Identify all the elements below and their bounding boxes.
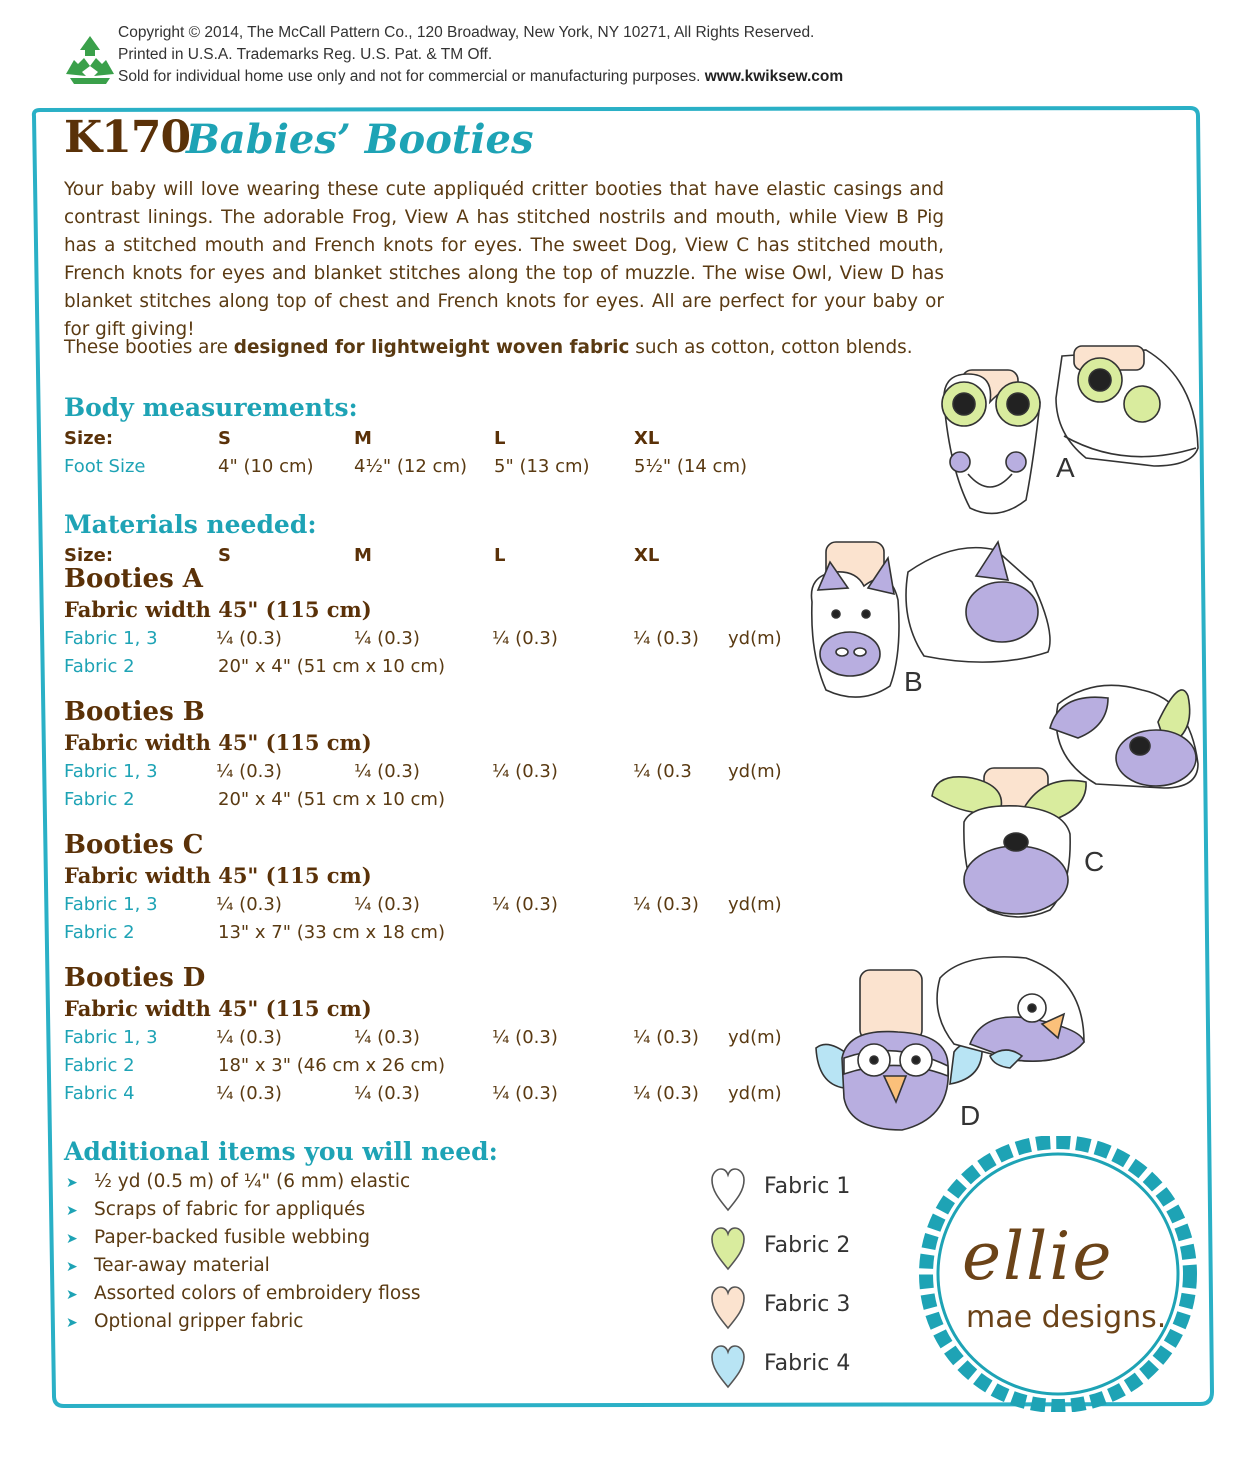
foot-size-s: 4" (10 cm) xyxy=(218,456,314,477)
booties-c-fabric2-label: Fabric 2 xyxy=(64,922,135,943)
size-m: M xyxy=(354,428,372,449)
booties-b-unit: yd(m) xyxy=(728,761,782,782)
heart-fabric-4-icon xyxy=(708,1343,748,1391)
booties-c-fabric13-l: ¼ (0.3) xyxy=(492,894,558,915)
view-b-label: B xyxy=(904,666,923,697)
booties-a-fabric13-l: ¼ (0.3) xyxy=(492,628,558,649)
website-link[interactable]: www.kwiksew.com xyxy=(704,68,844,85)
legend-fabric-1: Fabric 1 xyxy=(764,1174,851,1199)
description: Your baby will love wearing these cute appliquéd critter booties that have elastic casings and contrast linings. The adorable Frog, View A has stitched nostrils and mouth, while View B Pig has a stitched mouth and French knots for eyes. The sweet Dog, View C has stitched mouth, French knots for eyes and blanket stitches along the top of muzzle. The wise Owl, View D has blanket stitches along top of chest and French knots for eyes. All are perfect for your baby or for gift giving! xyxy=(64,179,944,340)
copyright-line-2: Printed in U.S.A. Trademarks Reg. U.S. Pat. & TM Off. xyxy=(118,46,493,63)
booties-b-fabric13-s: ¼ (0.3) xyxy=(216,761,282,782)
materials-size-label: Size: xyxy=(64,545,114,566)
booties-a-fabric13-s: ¼ (0.3) xyxy=(216,628,282,649)
foot-size-label: Foot Size xyxy=(64,456,146,477)
materials-size-l: L xyxy=(494,545,506,566)
logo-mae-designs: mae designs. xyxy=(966,1300,1167,1335)
booties-d-title: Booties D xyxy=(64,963,206,993)
view-a-label: A xyxy=(1056,452,1075,483)
materials-size-s: S xyxy=(218,545,231,566)
booties-b-fabric13-m: ¼ (0.3) xyxy=(354,761,420,782)
foot-size-xl: 5½" (14 cm) xyxy=(634,456,748,477)
bullet-arrow-icon: ➤ xyxy=(66,1175,78,1191)
booties-c-unit: yd(m) xyxy=(728,894,782,915)
pattern-title: Babies’ Booties xyxy=(186,116,534,163)
booties-a-width: Fabric width 45" (115 cm) xyxy=(64,597,372,622)
materials-size-xl: XL xyxy=(634,545,660,566)
logo-ellie: ellie xyxy=(962,1218,1114,1295)
pattern-code: K170 xyxy=(64,112,191,163)
foot-size-l: 5" (13 cm) xyxy=(494,456,590,477)
booties-d-fabric4-xl: ¼ (0.3) xyxy=(633,1083,699,1104)
bullet-arrow-icon: ➤ xyxy=(66,1287,78,1303)
booties-b-title: Booties B xyxy=(64,697,205,727)
booties-d-fabric4-m: ¼ (0.3) xyxy=(354,1083,420,1104)
booties-d-fabric13-s: ¼ (0.3) xyxy=(216,1027,282,1048)
booties-c-fabric13-s: ¼ (0.3) xyxy=(216,894,282,915)
booties-a-unit: yd(m) xyxy=(728,628,782,649)
size-s: S xyxy=(218,428,231,449)
booties-b-fabric13-label: Fabric 1, 3 xyxy=(64,761,158,782)
materials-heading: Materials needed: xyxy=(64,510,317,539)
bullet-arrow-icon: ➤ xyxy=(66,1203,78,1219)
booties-b-width: Fabric width 45" (115 cm) xyxy=(64,730,372,755)
view-c-label: C xyxy=(1084,846,1105,877)
size-label: Size: xyxy=(64,428,114,449)
booties-b-fabric13-l: ¼ (0.3) xyxy=(492,761,558,782)
booties-c-title: Booties C xyxy=(64,830,204,860)
booties-d-width: Fabric width 45" (115 cm) xyxy=(64,996,372,1021)
bullet-arrow-icon: ➤ xyxy=(66,1259,78,1275)
booties-a-title: Booties A xyxy=(64,564,203,594)
booties-a-fabric13-label: Fabric 1, 3 xyxy=(64,628,158,649)
additional-item: ➤ Scraps of fabric for appliqués xyxy=(66,1199,366,1220)
size-xl: XL xyxy=(634,428,660,449)
booties-c-width: Fabric width 45" (115 cm) xyxy=(64,863,372,888)
booties-c-fabric13-m: ¼ (0.3) xyxy=(354,894,420,915)
booties-d-fabric2-value: 18" x 3" (46 cm x 26 cm) xyxy=(218,1055,445,1076)
view-d-label: D xyxy=(960,1100,981,1131)
heart-fabric-2-icon xyxy=(708,1225,748,1273)
booties-b-fabric2-label: Fabric 2 xyxy=(64,789,135,810)
copyright-block xyxy=(118,22,843,88)
recycle-icon xyxy=(62,34,118,86)
fabric-note: These booties are designed for lightweight woven fabric such as cotton, cotton blends. xyxy=(64,337,913,358)
heart-fabric-1-icon xyxy=(708,1166,748,1214)
copyright-line-3: Sold for individual home use only and not for commercial or manufacturing purposes. xyxy=(118,68,701,85)
booties-d-fabric13-xl: ¼ (0.3) xyxy=(633,1027,699,1048)
size-l: L xyxy=(494,428,506,449)
booties-d-fabric4-unit: yd(m) xyxy=(728,1083,782,1104)
booties-d-fabric2-label: Fabric 2 xyxy=(64,1055,135,1076)
booties-a-fabric2-label: Fabric 2 xyxy=(64,656,135,677)
additional-item: ➤ Optional gripper fabric xyxy=(66,1311,304,1332)
view-d-illustration xyxy=(814,948,1104,1138)
booties-c-fabric13-xl: ¼ (0.3) xyxy=(633,894,699,915)
booties-a-fabric13-m: ¼ (0.3) xyxy=(354,628,420,649)
booties-a-fabric2-value: 20" x 4" (51 cm x 10 cm) xyxy=(218,656,445,677)
booties-b-fabric13-xl: ¼ (0.3 xyxy=(633,761,692,782)
booties-b-fabric2-value: 20" x 4" (51 cm x 10 cm) xyxy=(218,789,445,810)
booties-c-fabric2-value: 13" x 7" (33 cm x 18 cm) xyxy=(218,922,445,943)
booties-d-fabric4-label: Fabric 4 xyxy=(64,1083,135,1104)
legend-fabric-4: Fabric 4 xyxy=(764,1351,851,1376)
booties-d-fabric4-l: ¼ (0.3) xyxy=(492,1083,558,1104)
legend-fabric-2: Fabric 2 xyxy=(764,1233,851,1258)
additional-heading: Additional items you will need: xyxy=(64,1137,498,1166)
heart-fabric-3-icon xyxy=(708,1284,748,1332)
bullet-arrow-icon: ➤ xyxy=(66,1231,78,1247)
booties-d-fabric13-l: ¼ (0.3) xyxy=(492,1027,558,1048)
materials-size-m: M xyxy=(354,545,372,566)
legend-fabric-3: Fabric 3 xyxy=(764,1292,851,1317)
additional-item: ➤ ½ yd (0.5 m) of ¼" (6 mm) elastic xyxy=(66,1171,411,1192)
booties-a-fabric13-xl: ¼ (0.3) xyxy=(633,628,699,649)
body-measurements-heading: Body measurements: xyxy=(64,393,358,422)
view-a-illustration xyxy=(934,340,1204,530)
additional-item: ➤ Assorted colors of embroidery floss xyxy=(66,1283,421,1304)
view-c-illustration xyxy=(928,676,1208,920)
copyright-line-1: Copyright © 2014, The McCall Pattern Co., 120 Broadway, New York, NY 10271, All Rights Reserved. xyxy=(118,24,815,41)
booties-d-fabric13-label: Fabric 1, 3 xyxy=(64,1027,158,1048)
booties-d-unit: yd(m) xyxy=(728,1027,782,1048)
booties-d-fabric4-s: ¼ (0.3) xyxy=(216,1083,282,1104)
additional-item: ➤ Paper-backed fusible webbing xyxy=(66,1227,370,1248)
booties-d-fabric13-m: ¼ (0.3) xyxy=(354,1027,420,1048)
foot-size-m: 4½" (12 cm) xyxy=(354,456,468,477)
additional-item: ➤ Tear-away material xyxy=(66,1255,270,1276)
bullet-arrow-icon: ➤ xyxy=(66,1315,78,1331)
booties-c-fabric13-label: Fabric 1, 3 xyxy=(64,894,158,915)
